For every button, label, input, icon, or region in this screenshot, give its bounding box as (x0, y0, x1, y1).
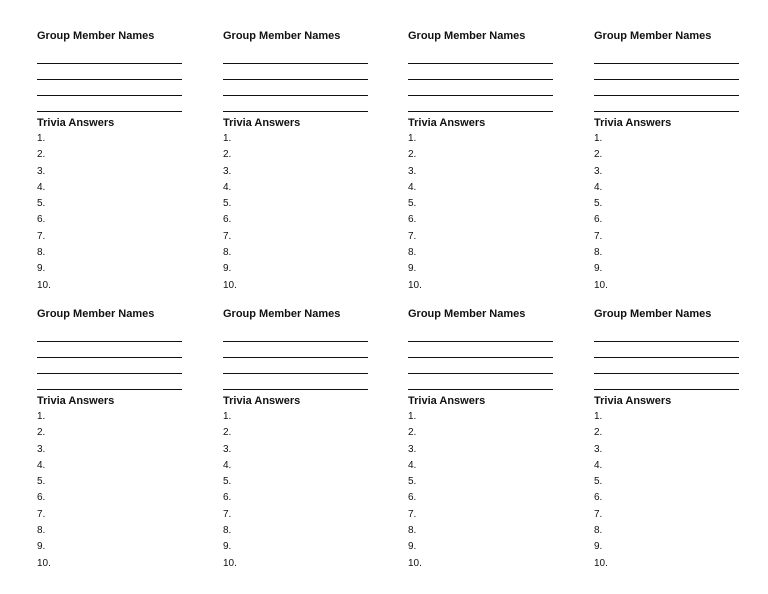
answer-number: 5. (37, 476, 46, 488)
name-blank-line[interactable] (37, 48, 182, 64)
answer-number: 8. (594, 525, 603, 537)
answer-card (594, 30, 744, 294)
answer-number: 5. (408, 476, 417, 488)
answer-list (408, 131, 558, 294)
name-blank-line[interactable] (37, 326, 182, 342)
answer-number: 1. (594, 133, 603, 144)
name-blank-line[interactable] (223, 342, 368, 358)
name-blank-line[interactable] (223, 358, 368, 374)
name-lines (408, 326, 558, 390)
answer-number: 9. (594, 263, 603, 275)
name-blank-line[interactable] (594, 374, 739, 390)
answer-number: 5. (594, 198, 603, 210)
trivia-answers-heading: Trivia Answers (37, 117, 115, 129)
trivia-answers-heading: Trivia Answers (37, 395, 115, 407)
name-lines (223, 326, 373, 390)
trivia-answers-heading: Trivia Answers (594, 395, 672, 407)
answer-number: 3. (37, 443, 46, 455)
answer-number: 4. (594, 181, 603, 193)
name-blank-line[interactable] (223, 64, 368, 80)
answer-number: 10. (594, 557, 608, 569)
name-blank-line[interactable] (37, 80, 182, 96)
group-member-names-heading: Group Member Names (408, 308, 526, 320)
answer-number: 3. (594, 443, 603, 455)
answer-number: 10. (37, 557, 51, 569)
answer-number: 10. (594, 279, 608, 291)
answer-number: 1. (37, 133, 46, 144)
name-blank-line[interactable] (408, 374, 553, 390)
name-blank-line[interactable] (223, 48, 368, 64)
name-blank-line[interactable] (594, 48, 739, 64)
answer-list (37, 131, 187, 294)
answer-number: 5. (594, 476, 603, 488)
answer-number: 7. (594, 230, 603, 242)
answer-number: 3. (223, 165, 232, 177)
name-blank-line[interactable] (37, 96, 182, 112)
answer-number: 8. (223, 525, 232, 537)
answer-list (594, 409, 744, 572)
name-blank-line[interactable] (37, 358, 182, 374)
name-blank-line[interactable] (223, 80, 368, 96)
name-blank-line[interactable] (37, 342, 182, 358)
name-lines (37, 48, 187, 112)
group-member-names-heading: Group Member Names (37, 308, 155, 320)
group-member-names-heading: Group Member Names (223, 30, 341, 42)
name-lines (408, 48, 558, 112)
group-member-names-heading: Group Member Names (223, 308, 341, 320)
answer-number: 10. (408, 557, 422, 569)
answer-number: 4. (37, 181, 46, 193)
answer-list (223, 409, 373, 572)
name-blank-line[interactable] (594, 80, 739, 96)
answer-number: 3. (37, 165, 46, 177)
answer-card (408, 308, 558, 572)
answer-list (37, 409, 187, 572)
trivia-answers-heading: Trivia Answers (594, 117, 672, 129)
answer-number: 2. (37, 149, 46, 161)
answer-number: 2. (37, 427, 46, 439)
answer-number: 4. (37, 459, 46, 471)
group-member-names-heading: Group Member Names (594, 308, 712, 320)
answer-number: 6. (37, 214, 46, 226)
answer-list (223, 131, 373, 294)
answer-number: 4. (223, 459, 232, 471)
answer-number: 6. (223, 492, 232, 504)
answer-number: 3. (408, 443, 417, 455)
answer-number: 2. (594, 149, 603, 161)
name-lines (37, 326, 187, 390)
answer-number: 10. (37, 279, 51, 291)
answer-number: 3. (223, 443, 232, 455)
answer-number: 6. (37, 492, 46, 504)
answer-number: 2. (594, 427, 603, 439)
answer-number: 10. (408, 279, 422, 291)
answer-number: 9. (594, 541, 603, 553)
group-member-names-heading: Group Member Names (594, 30, 712, 42)
answer-number: 7. (223, 508, 232, 520)
answer-number: 10. (223, 279, 237, 291)
name-blank-line[interactable] (408, 80, 553, 96)
name-blank-line[interactable] (408, 48, 553, 64)
name-blank-line[interactable] (408, 64, 553, 80)
name-lines (594, 48, 744, 112)
answer-number: 7. (408, 508, 417, 520)
answer-list (408, 409, 558, 572)
answer-number: 6. (594, 214, 603, 226)
name-blank-line[interactable] (594, 358, 739, 374)
trivia-answers-heading: Trivia Answers (408, 395, 486, 407)
answer-number: 9. (408, 541, 417, 553)
answer-number: 2. (223, 427, 232, 439)
answer-number: 2. (223, 149, 232, 161)
answer-number: 2. (408, 149, 417, 161)
group-member-names-heading: Group Member Names (408, 30, 526, 42)
answer-number: 7. (223, 230, 232, 242)
answer-number: 6. (408, 492, 417, 504)
answer-number: 1. (408, 133, 417, 144)
answer-number: 7. (594, 508, 603, 520)
answer-number: 5. (408, 198, 417, 210)
answer-card (594, 308, 744, 572)
name-blank-line[interactable] (408, 358, 553, 374)
answer-number: 9. (408, 263, 417, 275)
answer-number: 1. (37, 411, 46, 422)
name-blank-line[interactable] (37, 374, 182, 390)
answer-number: 10. (223, 557, 237, 569)
name-blank-line[interactable] (594, 96, 739, 112)
answer-number: 8. (223, 247, 232, 259)
name-blank-line[interactable] (408, 342, 553, 358)
answer-number: 1. (408, 411, 417, 422)
answer-number: 4. (223, 181, 232, 193)
answer-number: 6. (408, 214, 417, 226)
answer-number: 3. (594, 165, 603, 177)
answer-number: 1. (223, 411, 232, 422)
name-blank-line[interactable] (594, 326, 739, 342)
trivia-answers-heading: Trivia Answers (408, 117, 486, 129)
name-lines (223, 48, 373, 112)
answer-number: 8. (408, 525, 417, 537)
answer-number: 4. (408, 181, 417, 193)
answer-number: 8. (408, 247, 417, 259)
name-blank-line[interactable] (223, 374, 368, 390)
answer-number: 8. (37, 247, 46, 259)
name-blank-line[interactable] (37, 64, 182, 80)
answer-number: 1. (594, 411, 603, 422)
answer-number: 8. (594, 247, 603, 259)
answer-card (223, 308, 373, 572)
answer-number: 7. (408, 230, 417, 242)
answer-number: 9. (37, 263, 46, 275)
group-member-names-heading: Group Member Names (37, 30, 155, 42)
name-lines (594, 326, 744, 390)
answer-number: 9. (223, 263, 232, 275)
answer-number: 1. (223, 133, 232, 144)
answer-number: 6. (223, 214, 232, 226)
answer-number: 7. (37, 230, 46, 242)
trivia-answers-heading: Trivia Answers (223, 395, 301, 407)
answer-number: 4. (408, 459, 417, 471)
answer-card (37, 30, 187, 294)
name-blank-line[interactable] (594, 64, 739, 80)
answer-card (37, 308, 187, 572)
answer-card (223, 30, 373, 294)
name-blank-line[interactable] (408, 96, 553, 112)
name-blank-line[interactable] (223, 96, 368, 112)
answer-number: 5. (223, 476, 232, 488)
answer-card (408, 30, 558, 294)
answer-number: 5. (37, 198, 46, 210)
answer-number: 2. (408, 427, 417, 439)
name-blank-line[interactable] (223, 326, 368, 342)
answer-number: 5. (223, 198, 232, 210)
answer-number: 6. (594, 492, 603, 504)
answer-number: 7. (37, 508, 46, 520)
name-blank-line[interactable] (408, 326, 553, 342)
answer-number: 3. (408, 165, 417, 177)
answer-number: 8. (37, 525, 46, 537)
answer-number: 4. (594, 459, 603, 471)
trivia-answers-heading: Trivia Answers (223, 117, 301, 129)
answer-number: 9. (37, 541, 46, 553)
answer-number: 9. (223, 541, 232, 553)
name-blank-line[interactable] (594, 342, 739, 358)
answer-list (594, 131, 744, 294)
